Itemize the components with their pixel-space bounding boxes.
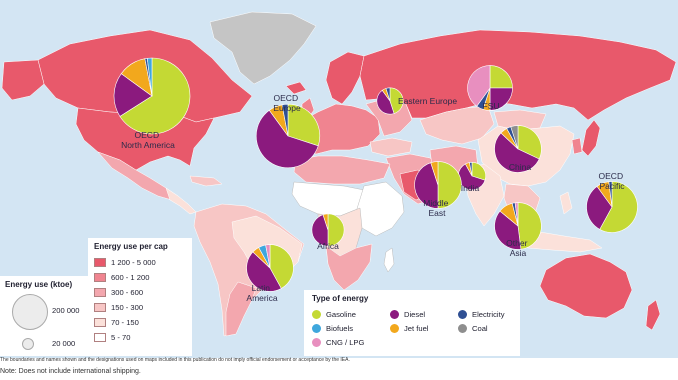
disclaimer-text: The boundaries and names shown and the designations used on maps included in this publication do not imply official endorsement or acceptance by the IEA. [0,357,350,363]
diesel-dot [390,310,399,319]
legend-per-cap-item: 70 - 150 [94,317,186,328]
legend-type-of-energy [304,290,520,356]
pie-oecd-europe [256,104,320,168]
legend-per-cap-item: 600 - 1 200 [94,272,186,283]
legend-type-cng-lpg: CNG / LPG [312,337,390,348]
biofuels-dot [312,324,321,333]
label-oecd-europe: OECD Europe [273,93,301,113]
legend-type-coal: Coal [458,323,528,334]
legend-type-diesel: Diesel [390,309,458,320]
label-latin-america: Latin America [246,283,278,303]
label-china: China [508,162,532,172]
jet-fuel-dot [390,324,399,333]
pie-oecd-north-america [114,58,190,134]
cng-lpg-dot [312,338,321,347]
region-korea [572,138,582,154]
label-india: India [460,183,480,193]
legend-type-jet-fuel: Jet fuel [390,323,458,334]
label-middle-east: Middle East [423,198,449,218]
label-fsu: FSU [482,101,500,111]
legend-type-title: Type of energy [312,294,369,303]
label-eastern-europe: Eastern Europe [398,96,458,106]
legend-per-cap-item: 300 - 600 [94,287,186,298]
swatch-band-4 [94,303,106,312]
legend-type-biofuels: Biofuels [312,323,390,334]
swatch-band-2 [94,273,106,282]
gasoline-dot [312,310,321,319]
swatch-band-6 [94,333,106,342]
footnotes [0,357,678,375]
legend-per-cap-item: 5 - 70 [94,332,186,343]
size-circle-small [22,338,34,350]
legend-energy-use [0,276,90,356]
label-oecd-pacific: OECD Pacific [598,171,625,191]
legend-per-cap-item: 1 200 - 5 000 [94,257,186,268]
swatch-band-5 [94,318,106,327]
label-oecd-north-america: OECD North America [121,130,175,150]
legend-per-cap-item: 150 - 300 [94,302,186,313]
legend-energy-per-cap [88,238,192,356]
swatch-band-3 [94,288,106,297]
legend-per-cap-title: Energy use per cap [94,242,168,251]
size-circle-large [12,294,48,330]
electricity-dot [458,310,467,319]
coal-dot [458,324,467,333]
label-africa: Africa [317,241,339,251]
size-label-large: 200 000 [52,306,80,315]
swatch-band-1 [94,258,106,267]
label-other-asia: Other Asia [506,238,528,258]
size-label-small: 20 000 [52,339,76,348]
legend-type-gasoline: Gasoline [312,309,390,320]
note-text: Note: Does not include international shipping. [0,368,141,375]
legend-type-electricity: Electricity [458,309,528,320]
legend-energy-use-title: Energy use (ktoe) [5,280,73,289]
